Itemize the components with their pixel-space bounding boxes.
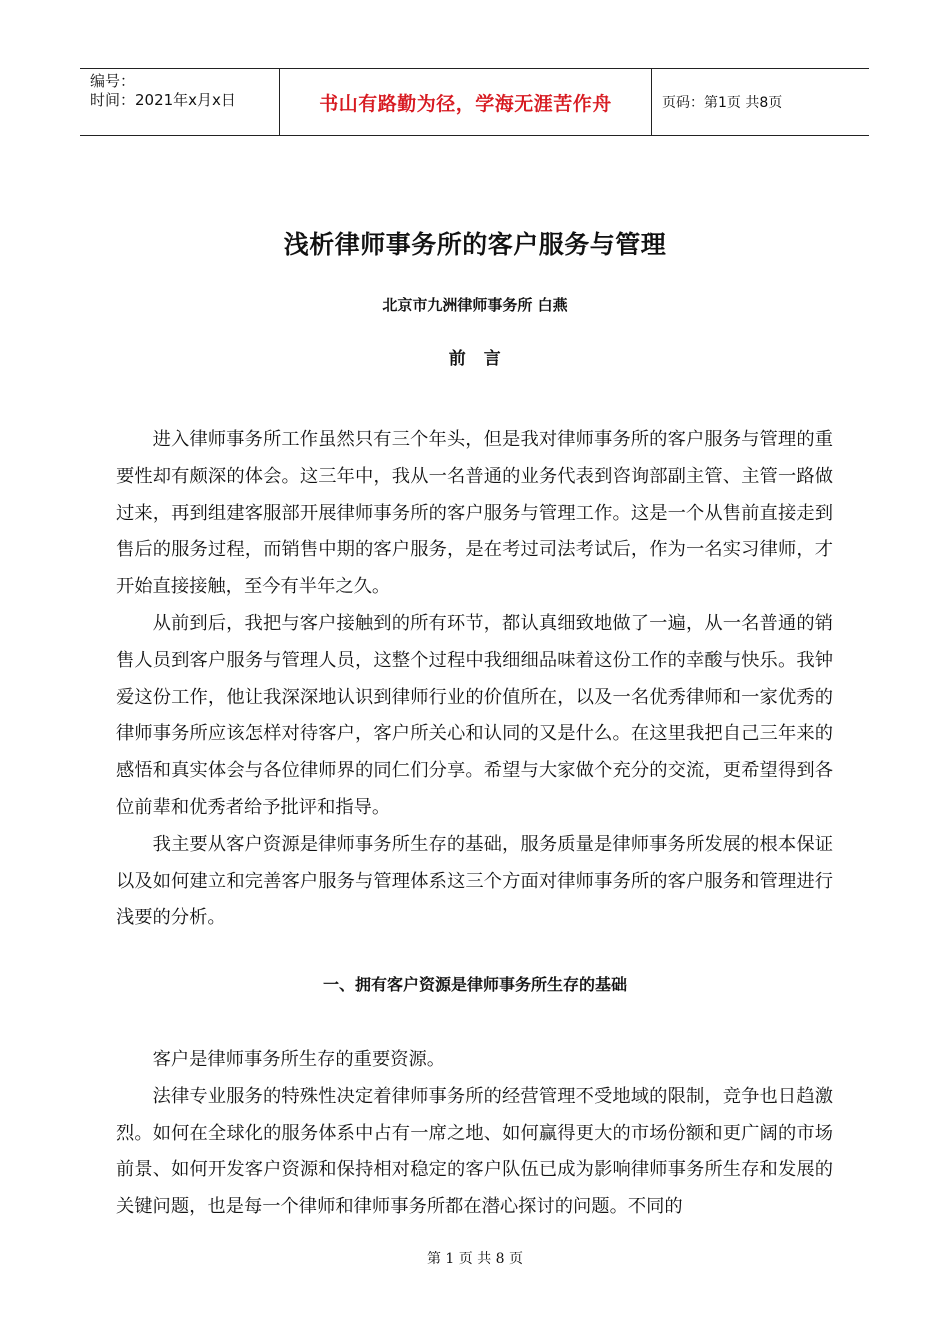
section-1-paragraph-1: 客户是律师事务所生存的重要资源。 [152,1049,446,1070]
section-1-paragraph-2: 法律专业服务的特殊性决定着律师事务所的经营管理不受地域的限制，竞争也日趋激烈。如何在全球化的服务体系中占有一席之地、如何赢得更大的市场份额和更广阔的市场前景、如何开发客户资源和保持相对稳定的客户队伍已成为影响律师事务所生存和发展的关键问题，也是每一个律师和律师事务所都在潜心探讨的问题。不同的 [116,1085,833,1218]
header-table [80,68,869,136]
document-title: 浅析律师事务所的客户服务与管理 [283,230,667,259]
header-meta-cell [80,69,280,135]
preface-paragraph-3: 我主要从客户资源是律师事务所生存的基础，服务质量是律师事务所发展的根本保证以及如何建立和完善客户服务与管理体系这三个方面对律师事务所的客户服务和管理进行浅要的分析。 [116,833,833,929]
preface-paragraph-2: 从前到后，我把与客户接触到的所有环节，都认真细致地做了一遍，从一名普通的销售人员到客户服务与管理人员，这整个过程中我细细品味着这份工作的幸酸与快乐。我钟爱这份工作，他让我深深地认识到律师行业的价值所在，以及一名优秀律师和一家优秀的律师事务所应该怎样对待客户，客户所关心和认同的又是什么。在这里我把自己三年来的感悟和真实体会与各位律师界的同仁们分享。希望与大家做个充分的交流，更希望得到各位前辈和优秀者给予批评和指导。 [116,612,833,818]
page-footer: 第 1 页 共 8 页 [426,1251,524,1267]
header-time-label: 时间：2021年x月x日 [90,91,236,109]
header-motto: 书山有路勤为径，学海无涯苦作舟 [280,69,652,135]
header-number-label: 编号： [90,72,136,90]
preface-body [116,422,833,937]
preface-heading: 前 言 [448,349,502,369]
preface-paragraph-1: 进入律师事务所工作虽然只有三个年头，但是我对律师事务所的客户服务与管理的重要性却有颇深的体会。这三年中，我从一名普通的业务代表到咨询部副主管、主管一路做过来，再到组建客服部开展律师事务所的客户服务与管理工作。这是一个从售前直接走到售后的服务过程，而销售中期的客户服务，是在考过司法考试后，作为一名实习律师，才开始直接接触，至今有半年之久。 [116,429,833,598]
header-page-info: 页码：第1页 共8页 [662,95,783,111]
section-1-heading: 一、拥有客户资源是律师事务所生存的基础 [322,975,627,994]
document-author: 北京市九洲律师事务所 白燕 [382,296,568,314]
section-1-body [116,1042,833,1226]
